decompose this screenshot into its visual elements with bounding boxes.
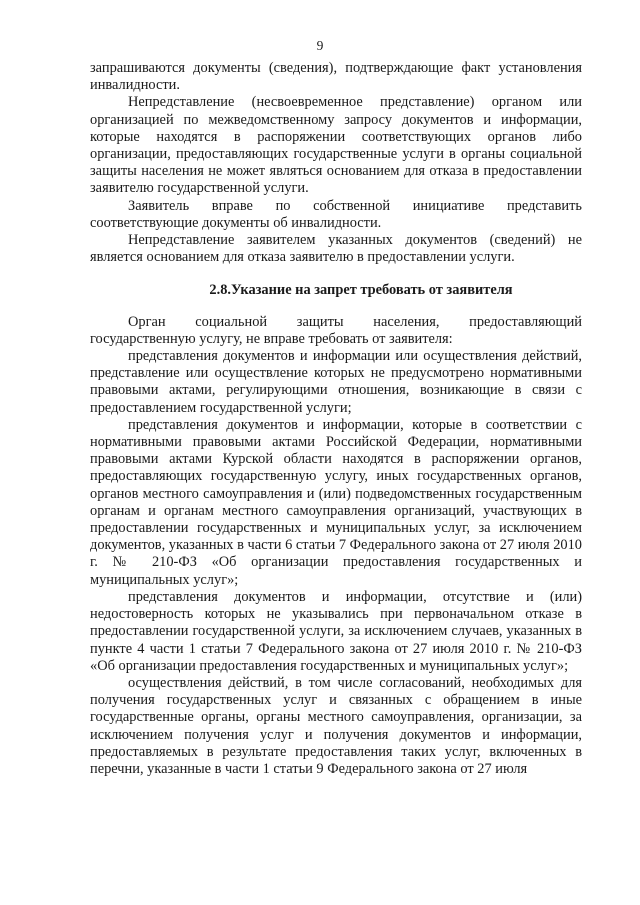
section-heading: 2.8.Указание на запрет требовать от заявителя [209, 282, 513, 299]
paragraph-7: представления документов и информации, которые в соответствии с нормативными правовыми актами Российской Федерации, нормативными правовыми актами Курской области находятся в распоряжении органов, предоставляющих государственную услугу, иных государственных органов, органов местного самоуправления и (или) подведомственных государственным органам и органам местного самоуправления организаций, участвующих в предоставлении государственных и муниципальных услуг, за исключением документов, указанных в части 6 статьи 7 Федерального закона от 27 июля 2010 г. № 210-ФЗ «Об организации предоставления государственных и муниципальных услуг»; [90, 416, 583, 588]
document-body [90, 60, 582, 778]
page-number: 9 [316, 38, 324, 53]
paragraph-5: Орган социальной защиты населения, предоставляющий государственную услугу, не вправе требовать от заявителя: [90, 313, 582, 347]
paragraph-9: осуществления действий, в том числе согласований, необходимых для получения государственных услуг и связанных с обращением в иные государственные органы, органы местного самоуправления, организации, за исключением получения услуг и получения документов и информации, предоставляемых в результате предоставления таких услуг, включенных в перечни, указанные в части 1 статьи 9 Федерального закона от 27 июля [90, 674, 582, 777]
paragraph-2: Непредставление (несвоевременное представление) органом или организацией по межведомственному запросу документов и информации, которые находятся в распоряжении соответствующих органов либо организации, предоставляющих государственные услуги в органы социальной защиты населения не может являться основанием для отказа в предоставлении заявителю государственной услуги. [90, 94, 582, 197]
paragraph-8: представления документов и информации, отсутствие и (или) недостоверность которых не указывались при первоначальном отказе в предоставлении государственной услуги, за исключением случаев, указанных в пункте 4 части 1 статьи 7 Федерального закона от 27 июля 2010 г. № 210-ФЗ «Об организации предоставления государственных и муниципальных услуг»; [90, 588, 582, 674]
paragraph-4: Непредставление заявителем указанных документов (сведений) не является основанием для отказа заявителю в предоставлении услуги. [90, 232, 582, 266]
paragraph-6: представления документов и информации или осуществления действий, представление или осуществление которых не предусмотрено нормативными правовыми актами, регулирующими отношения, возникающие в связи с предоставлением государственной услуги; [90, 348, 582, 416]
paragraph-3: Заявитель вправе по собственной инициативе представить соответствующие документы об инвалидности. [90, 197, 582, 231]
paragraph-1: запрашиваются документы (сведения), подтверждающие факт установления инвалидности. [90, 60, 582, 94]
